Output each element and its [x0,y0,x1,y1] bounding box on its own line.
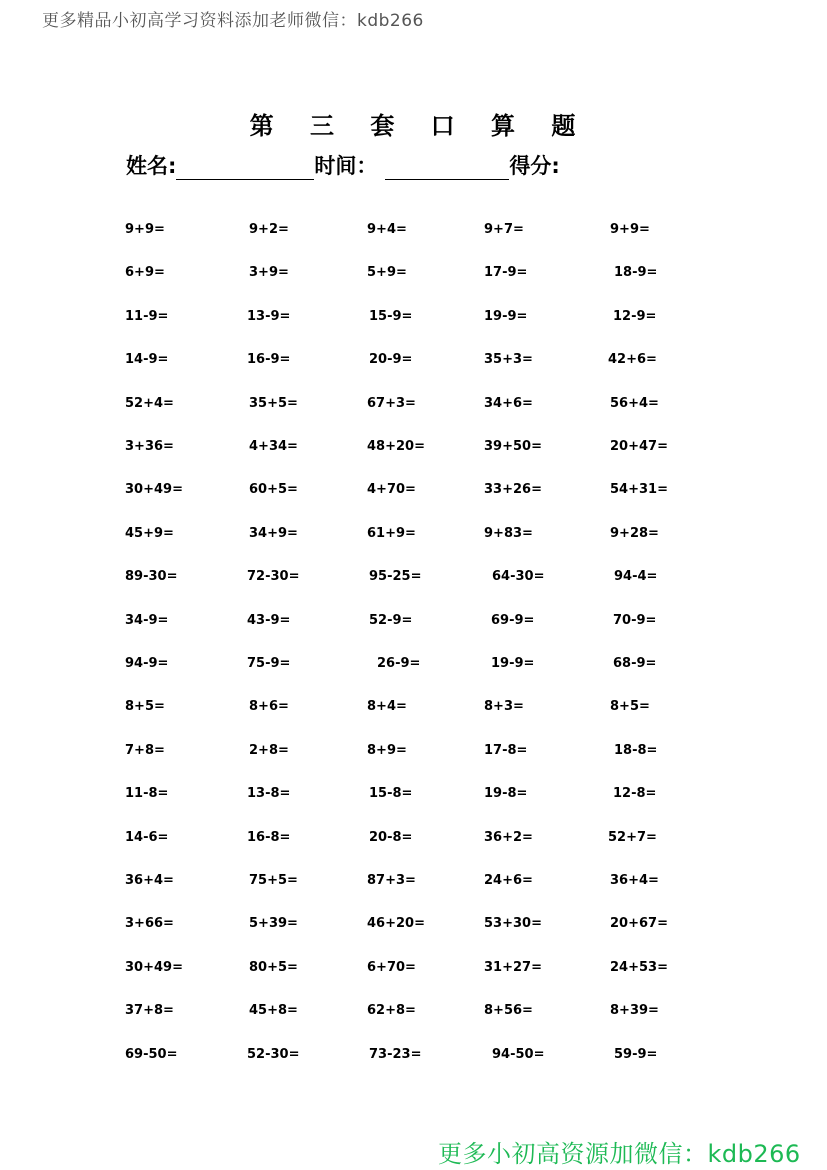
problem-item: 94-4= [614,569,658,584]
problem-item: 52-30= [247,1047,300,1062]
problem-item: 39+50= [484,439,542,454]
problem-item: 36+2= [484,830,533,845]
problem-item: 6+9= [125,265,165,280]
problem-item: 36+4= [125,873,174,888]
problem-item: 6+70= [367,960,416,975]
problem-item: 35+3= [484,352,533,367]
problem-item: 95-25= [369,569,422,584]
problem-item: 75+5= [249,873,298,888]
problem-item: 8+5= [125,699,165,714]
problem-item: 8+6= [249,699,289,714]
problem-item: 34+9= [249,526,298,541]
problem-item: 15-9= [369,309,413,324]
problem-item: 60+5= [249,482,298,497]
problem-item: 72-30= [247,569,300,584]
problem-item: 11-8= [125,786,169,801]
problem-item: 94-9= [125,656,169,671]
problem-item: 7+8= [125,743,165,758]
problem-item: 16-9= [247,352,291,367]
problem-item: 69-50= [125,1047,178,1062]
problem-item: 18-8= [614,743,658,758]
problem-item: 5+9= [367,265,407,280]
problem-item: 89-30= [125,569,178,584]
problem-item: 20-9= [369,352,413,367]
problem-item: 8+4= [367,699,407,714]
problem-item: 4+34= [249,439,298,454]
problem-item: 17-9= [484,265,528,280]
problem-item: 37+8= [125,1003,174,1018]
problem-item: 3+9= [249,265,289,280]
problem-item: 14-9= [125,352,169,367]
problem-item: 5+39= [249,916,298,931]
bottom-watermark: 更多小初高资源加微信：kdb266 [438,1140,801,1168]
problem-item: 45+8= [249,1003,298,1018]
problem-item: 9+7= [484,222,524,237]
problem-item: 52+4= [125,396,174,411]
problem-item: 36+4= [610,873,659,888]
problem-item: 34+6= [484,396,533,411]
problem-item: 68-9= [613,656,657,671]
problem-item: 18-9= [614,265,658,280]
problem-item: 94-50= [492,1047,545,1062]
problem-item: 12-9= [613,309,657,324]
problem-item: 9+2= [249,222,289,237]
problem-item: 53+30= [484,916,542,931]
problem-item: 19-9= [491,656,535,671]
problem-item: 52+7= [608,830,657,845]
problem-item: 31+27= [484,960,542,975]
problem-item: 54+31= [610,482,668,497]
problem-item: 34-9= [125,613,169,628]
problem-item: 67+3= [367,396,416,411]
problem-item: 13-9= [247,309,291,324]
problem-item: 9+4= [367,222,407,237]
problem-item: 56+4= [610,396,659,411]
problem-item: 8+56= [484,1003,533,1018]
problem-item: 3+66= [125,916,174,931]
problem-item: 46+20= [367,916,425,931]
problem-item: 64-30= [492,569,545,584]
time-label: 时间： [314,154,378,178]
problem-item: 17-8= [484,743,528,758]
problem-item: 62+8= [367,1003,416,1018]
problem-item: 48+20= [367,439,425,454]
problem-item: 4+70= [367,482,416,497]
worksheet-title: 第 三 套 口 算 题 [249,111,590,140]
problem-item: 20-8= [369,830,413,845]
problem-item: 52-9= [369,613,413,628]
problem-item: 45+9= [125,526,174,541]
problem-item: 19-9= [484,309,528,324]
problem-item: 87+3= [367,873,416,888]
problem-item: 19-8= [484,786,528,801]
problem-item: 33+26= [484,482,542,497]
problem-item: 42+6= [608,352,657,367]
problem-item: 59-9= [614,1047,658,1062]
problem-item: 9+28= [610,526,659,541]
top-watermark: 更多精品小初高学习资料添加老师微信：kdb266 [42,11,424,31]
problem-item: 12-8= [613,786,657,801]
problem-item: 80+5= [249,960,298,975]
problem-item: 2+8= [249,743,289,758]
problem-item: 13-8= [247,786,291,801]
problem-item: 9+83= [484,526,533,541]
problem-item: 15-8= [369,786,413,801]
problem-item: 9+9= [125,222,165,237]
problem-item: 70-9= [613,613,657,628]
problem-item: 30+49= [125,960,183,975]
problem-item: 43-9= [247,613,291,628]
problem-item: 24+6= [484,873,533,888]
problem-item: 3+36= [125,439,174,454]
problem-item: 75-9= [247,656,291,671]
problem-item: 35+5= [249,396,298,411]
problem-item: 14-6= [125,830,169,845]
problem-item: 20+47= [610,439,668,454]
problem-item: 8+39= [610,1003,659,1018]
problem-item: 24+53= [610,960,668,975]
problem-item: 8+9= [367,743,407,758]
problem-item: 61+9= [367,526,416,541]
problem-item: 20+67= [610,916,668,931]
problem-item: 11-9= [125,309,169,324]
problem-item: 73-23= [369,1047,422,1062]
score-label: 得分: [509,154,560,178]
name-label: 姓名: [126,154,177,178]
problem-item: 30+49= [125,482,183,497]
problem-item: 69-9= [491,613,535,628]
problem-item: 8+5= [610,699,650,714]
problem-item: 16-8= [247,830,291,845]
problem-item: 9+9= [610,222,650,237]
problem-item: 26-9= [377,656,421,671]
problem-item: 8+3= [484,699,524,714]
